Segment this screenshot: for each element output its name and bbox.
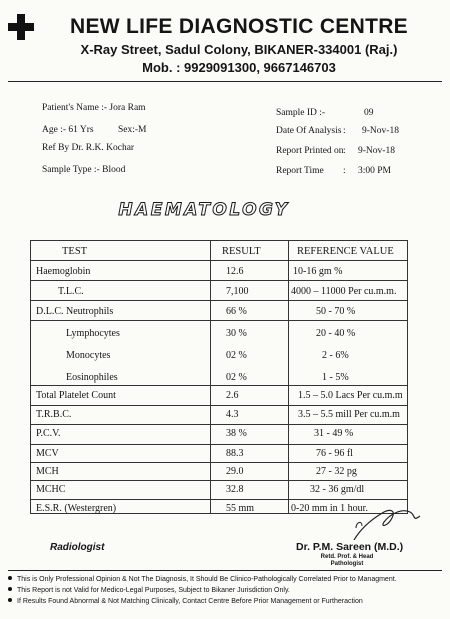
test-reference: 4000 – 11000 Per cu.m.m. — [291, 286, 397, 297]
note-text: This is Only Professional Opinion & Not The Diagnosis, It Should Be Clinico-Pathologically Correlated Prior to Managment. — [17, 576, 397, 583]
sample-id-value: 09 — [364, 108, 374, 118]
note-item — [6, 596, 444, 607]
bullet-icon — [8, 587, 12, 591]
header-reference: REFERENCE VALUE — [297, 246, 394, 257]
bullet-icon — [8, 576, 12, 580]
table-divider — [30, 444, 408, 445]
table-divider — [30, 480, 408, 481]
test-reference: 31 - 49 % — [314, 428, 354, 439]
footer-divider — [8, 570, 442, 571]
table-divider — [30, 300, 408, 301]
note-item — [6, 585, 444, 596]
patient-sex: Sex:-M — [118, 125, 147, 135]
test-result: 4.3 — [226, 409, 239, 420]
test-result: 38 % — [226, 428, 247, 439]
table-divider — [30, 260, 408, 261]
centre-name: NEW LIFE DIAGNOSTIC CENTRE — [70, 15, 408, 38]
test-result: 29.0 — [226, 466, 244, 477]
test-name: T.R.B.C. — [36, 409, 72, 420]
test-name: Haemoglobin — [36, 266, 91, 277]
test-result: 02 % — [226, 372, 247, 383]
test-result: 66 % — [226, 306, 247, 317]
doctor-role: Pathologist — [330, 561, 364, 567]
test-reference: 50 - 70 % — [316, 306, 356, 317]
note-item — [6, 574, 444, 585]
table-divider — [30, 462, 408, 463]
test-reference: 20 - 40 % — [316, 328, 356, 339]
test-reference: 1 - 5% — [322, 372, 349, 383]
test-reference: 2 - 6% — [322, 350, 349, 361]
report-time-label: Report Time — [276, 166, 324, 176]
test-reference: 32 - 36 gm/dl — [310, 484, 365, 495]
note-text: This Report is not Valid for Medico-Legal Purposes, Subject to Bikaner Jurisdiction Only. — [17, 587, 290, 594]
printed-colon: : — [343, 146, 346, 156]
analysis-colon: : — [343, 126, 346, 136]
test-name: MCV — [36, 448, 59, 459]
note-text: If Results Found Abnormal & Not Matching Clinically, Contact Centre Before Prior Management or Furtheraction — [17, 598, 363, 605]
test-result: 7,100 — [226, 286, 249, 297]
test-name: Total Platelet Count — [36, 390, 116, 401]
test-result: 88.3 — [226, 448, 244, 459]
bullet-icon — [8, 598, 12, 602]
doctor-designation: Retd. Prof. & Head — [320, 554, 374, 560]
printed-date-value: 9-Nov-18 — [358, 146, 395, 156]
centre-address: X-Ray Street, Sadul Colony, BIKANER-334001 (Raj.) — [80, 42, 398, 57]
test-result: 12.6 — [226, 266, 244, 277]
test-result: 55 mm — [226, 503, 255, 514]
test-name: Eosinophiles — [66, 372, 118, 383]
table-divider — [30, 405, 408, 406]
test-name: Lymphocytes — [66, 328, 120, 339]
report-time-value: 3:00 PM — [358, 166, 391, 176]
test-name: Monocytes — [66, 350, 111, 361]
test-reference: 1.5 – 5.0 Lacs Per cu.m.m — [298, 390, 403, 401]
header-test: TEST — [62, 246, 88, 257]
test-name: P.C.V. — [36, 428, 61, 439]
test-result: 02 % — [226, 350, 247, 361]
test-reference: 10-16 gm % — [293, 266, 343, 277]
test-result: 32.8 — [226, 484, 244, 495]
table-divider — [210, 240, 211, 514]
centre-mobile: Mob. : 9929091300, 9667146703 — [142, 60, 336, 75]
sample-id-label: Sample ID :- — [276, 108, 326, 118]
logo-cross-icon — [8, 14, 34, 40]
table-divider — [30, 385, 408, 386]
header-divider — [8, 81, 442, 82]
footer-notes — [6, 574, 444, 607]
patient-name: Patient's Name :- Jora Ram — [42, 103, 146, 113]
test-name: MCH — [36, 466, 59, 477]
handwritten-signature — [350, 500, 430, 546]
test-result: 2.6 — [226, 390, 239, 401]
radiologist-label: Radiologist — [50, 542, 105, 553]
section-title: HAEMATOLOGY — [118, 200, 290, 220]
test-name: E.S.R. (Westergren) — [36, 503, 117, 514]
test-reference: 3.5 – 5.5 mill Per cu.m.m — [298, 409, 400, 420]
patient-age: Age :- 61 Yrs — [42, 125, 94, 135]
table-divider — [30, 424, 408, 425]
test-name: D.L.C. Neutrophils — [36, 306, 114, 317]
test-name: T.L.C. — [58, 286, 84, 297]
analysis-date-label: Date Of Analysis — [276, 126, 342, 136]
test-reference: 76 - 96 fl — [316, 448, 353, 459]
doctor-name: Dr. P.M. Sareen (M.D.) — [296, 541, 404, 553]
referred-by: Ref By Dr. R.K. Kochar — [42, 143, 135, 153]
test-name: MCHC — [36, 484, 66, 495]
table-divider — [288, 240, 289, 514]
report-time-colon: : — [343, 166, 346, 176]
table-divider — [30, 280, 408, 281]
test-result: 30 % — [226, 328, 247, 339]
test-reference: 0-20 mm in 1 hour. — [291, 503, 368, 514]
table-divider — [30, 320, 408, 321]
header-result: RESULT — [222, 246, 261, 257]
sample-type: Sample Type :- Blood — [42, 165, 126, 175]
printed-date-label: Report Printed on — [276, 146, 344, 156]
test-reference: 27 - 32 pg — [316, 466, 357, 477]
analysis-date-value: 9-Nov-18 — [362, 126, 399, 136]
